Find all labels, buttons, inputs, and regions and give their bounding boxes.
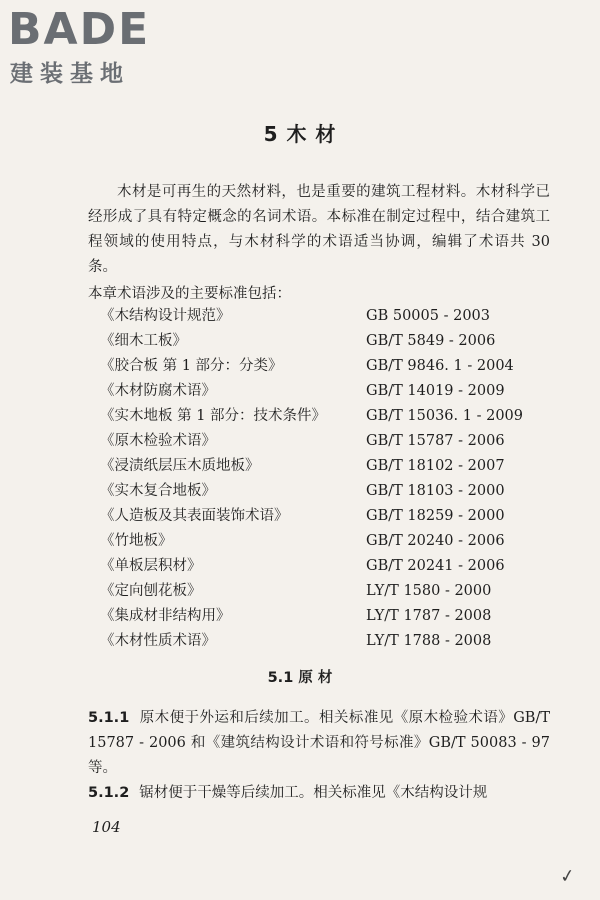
standard-row [100,329,560,354]
standard-row [100,404,560,429]
standard-code: GB/T 15036. 1 - 2009 [366,408,523,424]
standard-code: GB/T 15787 - 2006 [366,433,505,449]
standard-row [100,554,560,579]
standard-code: GB/T 20240 - 2006 [366,533,505,549]
standard-row [100,529,560,554]
standard-row [100,379,560,404]
standard-title: 《木材防腐术语》 [100,383,216,399]
standard-code: GB/T 9846. 1 - 2004 [366,358,514,374]
standard-title: 《定向刨花板》 [100,583,202,599]
standards-list [100,304,560,654]
standard-row [100,429,560,454]
logo-subtext: 建装基地 [10,61,130,87]
standard-code: GB 50005 - 2003 [366,308,490,324]
chapter-title: 5 木 材 [263,122,337,146]
standard-row [100,454,560,479]
standard-title: 《胶合板 第 1 部分：分类》 [100,358,283,374]
corner-check-mark: ✓ [558,865,577,888]
standard-title: 《单板层积材》 [100,558,202,574]
standard-title: 《原木检验术语》 [100,433,216,449]
standards-lead: 本章术语涉及的主要标准包括： [88,286,291,302]
clause-text: 锯材便于干燥等后续加工。相关标准见《木结构设计规 [139,785,488,801]
clause-number: 5.1.2 [88,785,130,801]
standard-title: 《竹地板》 [100,533,173,549]
clause-number: 5.1.1 [88,710,130,726]
logo-text: BADE [8,4,151,55]
standard-title: 《实木地板 第 1 部分：技术条件》 [100,408,327,424]
clause-text: 原木便于外运和后续加工。相关标准见《原木检验术语》GB/T 15787 - 2006 和《建筑结构设计术语和符号标准》GB/T 50083 - 97 等。 [88,710,550,776]
standard-title: 《人造板及其表面装饰术语》 [100,508,289,524]
standard-code: LY/T 1787 - 2008 [366,608,492,624]
clause [88,781,550,806]
standard-code: GB/T 20241 - 2006 [366,558,505,574]
standard-code: GB/T 18102 - 2007 [366,458,505,474]
standard-title: 《木材性质术语》 [100,633,216,649]
standard-code: GB/T 18103 - 2000 [366,483,505,499]
standard-row [100,604,560,629]
standard-title: 《集成材非结构用》 [100,608,231,624]
standard-row [100,304,560,329]
standard-row [100,504,560,529]
page-number: 104 [92,818,121,836]
standard-row [100,354,560,379]
standard-title: 《实木复合地板》 [100,483,216,499]
standard-row [100,629,560,654]
standard-row [100,479,560,504]
clause [88,706,550,781]
standard-code: GB/T 14019 - 2009 [366,383,505,399]
standard-row [100,579,560,604]
standard-title: 《细木工板》 [100,333,187,349]
section-title: 5.1 原 材 [267,670,333,686]
watermark-logo [8,6,178,92]
standard-title: 《浸渍纸层压木质地板》 [100,458,260,474]
standard-title: 《木结构设计规范》 [100,308,231,324]
standard-code: LY/T 1788 - 2008 [366,633,492,649]
standard-code: GB/T 5849 - 2006 [366,333,496,349]
standard-code: LY/T 1580 - 2000 [366,583,492,599]
standard-code: GB/T 18259 - 2000 [366,508,505,524]
intro-paragraph: 木材是可再生的天然材料，也是重要的建筑工程材料。木材科学已经形成了具有特定概念的名词术语。本标准在制定过程中，结合建筑工程领域的使用特点，与木材科学的术语适当协调，编辑了术语共 30 条。 [88,184,550,275]
